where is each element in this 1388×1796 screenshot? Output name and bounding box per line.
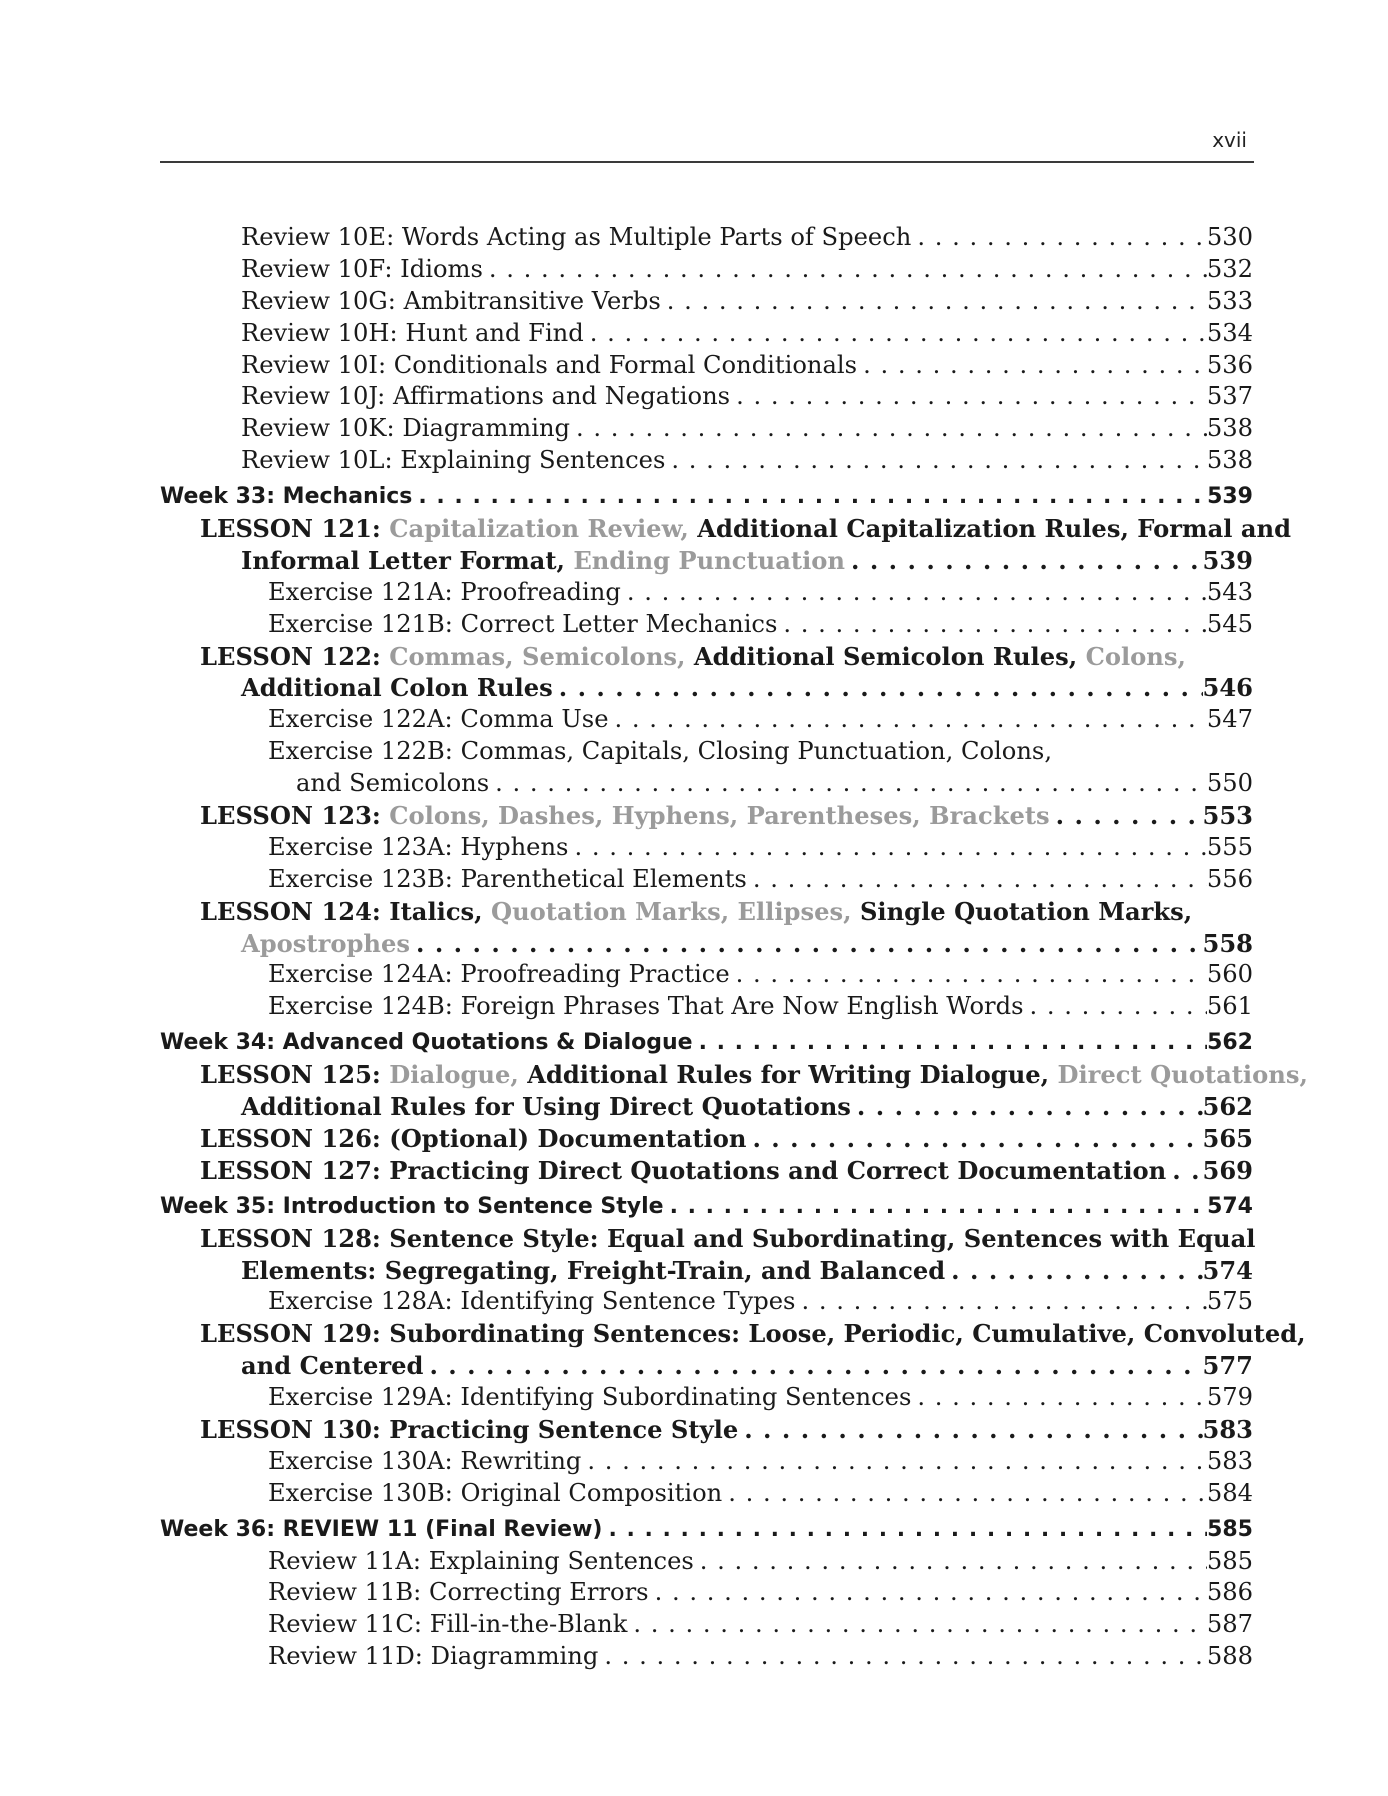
entry-page: 575 (1206, 1287, 1253, 1316)
lesson-title: LESSON 128: Sentence Style: Equal and Subordinating, Sentences with Equal (200, 1223, 1256, 1253)
toc-lesson-121-line2[interactable] (160, 545, 1253, 577)
toc-exercise-130b[interactable] (160, 1478, 1253, 1510)
entry-title: Review 10F: Idioms (241, 254, 483, 283)
entry-title: Review 11A: Explaining Sentences (268, 1546, 694, 1575)
lesson-title (200, 513, 1291, 545)
dot-leader (568, 832, 1206, 864)
dot-leader (1166, 1155, 1202, 1187)
dot-leader (665, 445, 1206, 477)
entry-title: Review 10K: Diagramming (241, 414, 570, 443)
entry-title: Exercise 130A: Rewriting (268, 1446, 582, 1475)
entry-page: 562 (1202, 1092, 1253, 1122)
dot-leader (649, 1577, 1207, 1609)
entry-title: Exercise 123B: Parenthetical Elements (268, 864, 747, 893)
toc-entry-review-10j[interactable] (160, 381, 1253, 413)
dot-leader (570, 413, 1207, 445)
week-title: Week 34: Advanced Quotations & Dialogue (160, 1030, 693, 1056)
entry-title-cont: and Semicolons (296, 769, 490, 798)
entry-title: Exercise 129A: Identifying Subordinating Sentences (268, 1383, 912, 1412)
toc-lesson-123[interactable] (160, 800, 1253, 832)
dot-leader (609, 704, 1207, 736)
toc-week-35[interactable] (160, 1191, 1253, 1223)
toc-lesson-125-line1[interactable] (160, 1059, 1308, 1091)
lesson-title-cont (241, 545, 845, 577)
new-topic: Additional Colon Rules (241, 673, 553, 703)
new-topic: Additional Capitalization Rules, Formal and (697, 514, 1292, 544)
toc-review-11a[interactable] (160, 1546, 1253, 1578)
toc-lesson-122-line1[interactable] (160, 641, 1253, 673)
toc-entry-review-10f[interactable] (160, 254, 1253, 286)
toc-lesson-124-line2[interactable] (160, 928, 1253, 960)
toc-week-36[interactable] (160, 1514, 1253, 1546)
toc-entry-review-10e[interactable] (160, 222, 1253, 254)
dot-leader (694, 1546, 1207, 1578)
dot-leader (1050, 800, 1203, 832)
entry-page: 553 (1202, 801, 1253, 831)
entry-page: 569 (1202, 1155, 1253, 1185)
review-topic: Capitalization Review, (389, 514, 698, 544)
entry-page: 586 (1206, 1578, 1253, 1607)
entry-page: 538 (1206, 446, 1253, 475)
entry-page: 574 (1207, 1193, 1253, 1219)
entry-title: Review 10E: Words Acting as Multiple Parts of Speech (241, 223, 912, 251)
entry-page: 532 (1206, 254, 1253, 283)
week-title: Week 35: Introduction to Sentence Style (160, 1193, 664, 1219)
toc-exercise-129a[interactable] (160, 1382, 1253, 1414)
entry-page: 583 (1202, 1414, 1253, 1444)
dot-leader (602, 1514, 1207, 1546)
entry-title: Exercise 124B: Foreign Phrases That Are Now English Words (268, 992, 1024, 1021)
week-title: Week 36: REVIEW 11 (Final Review) (160, 1516, 603, 1542)
entry-page: 539 (1207, 484, 1253, 510)
dot-leader (412, 481, 1207, 513)
toc-lesson-124-line1[interactable] (160, 896, 1253, 928)
entry-page: 562 (1207, 1030, 1253, 1056)
toc-review-11c[interactable] (160, 1609, 1253, 1641)
toc-entry-review-10l[interactable] (160, 445, 1253, 477)
toc-exercise-121a[interactable] (160, 577, 1253, 609)
entry-page: 537 (1206, 382, 1253, 411)
entry-title: Exercise 122B: Commas, Capitals, Closing Punctuation, Colons, (268, 737, 1053, 766)
dot-leader (857, 350, 1207, 382)
entry-page: 556 (1206, 864, 1253, 893)
review-topic: Colons, (1085, 641, 1186, 671)
dot-leader (845, 545, 1203, 577)
lesson-label: LESSON 125: (200, 1060, 390, 1090)
lesson-label: LESSON 124: Italics, (200, 896, 492, 926)
new-topic: Additional Semicolon Rules, (693, 641, 1086, 671)
page-number: xvii (1212, 128, 1247, 152)
new-topic: Informal Letter Format, (241, 545, 574, 575)
lesson-title: LESSON 129: Subordinating Sentences: Loose, Periodic, Cumulative, Convoluted, (200, 1319, 1306, 1349)
dot-leader (423, 1350, 1202, 1382)
entry-page: 534 (1206, 318, 1253, 347)
lesson-label: LESSON 123: (200, 801, 390, 831)
toc-exercise-122b-line1[interactable] (160, 736, 1253, 768)
dot-leader (581, 1446, 1206, 1478)
review-topic: Ending Punctuation (573, 545, 845, 575)
dot-leader (661, 286, 1207, 318)
lesson-title: LESSON 130: Practicing Sentence Style (200, 1414, 739, 1444)
entry-title: Exercise 128A: Identifying Sentence Types (268, 1287, 796, 1316)
toc-week-34[interactable] (160, 1027, 1253, 1059)
entry-page: 574 (1202, 1255, 1253, 1285)
entry-page: 579 (1206, 1383, 1253, 1412)
entry-page: 584 (1206, 1478, 1253, 1507)
toc-exercise-122b-line2[interactable] (160, 768, 1253, 800)
entry-page: 583 (1206, 1446, 1253, 1475)
table-of-contents (160, 222, 1308, 1673)
dot-leader (489, 768, 1207, 800)
toc-lesson-128-line2[interactable] (160, 1255, 1253, 1287)
lesson-title-cont: and Centered (241, 1351, 424, 1381)
entry-title: Review 10H: Hunt and Find (241, 318, 584, 347)
entry-page: 577 (1202, 1351, 1253, 1381)
toc-exercise-124b[interactable] (160, 991, 1253, 1023)
toc-exercise-130a[interactable] (160, 1446, 1253, 1478)
toc-lesson-129-line1[interactable] (160, 1318, 1306, 1350)
toc-lesson-125-line2[interactable] (160, 1091, 1253, 1123)
dot-leader (851, 1091, 1203, 1123)
dot-leader (945, 1255, 1202, 1287)
entry-title: Exercise 130B: Original Composition (268, 1478, 723, 1507)
entry-page: 560 (1206, 960, 1253, 989)
toc-lesson-130[interactable] (160, 1414, 1253, 1446)
lesson-title: LESSON 127: Practicing Direct Quotations and Correct Documentation (200, 1155, 1167, 1185)
toc-exercise-128a[interactable] (160, 1286, 1253, 1318)
new-topic: Additional Rules for Using Direct Quotations (241, 1092, 851, 1122)
dot-leader (1024, 991, 1207, 1023)
lesson-title (200, 641, 1186, 673)
toc-exercise-123a[interactable] (160, 832, 1253, 864)
entry-page: 543 (1206, 577, 1253, 606)
entry-title: Review 11D: Diagramming (268, 1642, 599, 1671)
entry-page: 550 (1206, 769, 1253, 798)
entry-title: Exercise 124A: Proofreading Practice (268, 960, 730, 989)
toc-lesson-126[interactable] (160, 1123, 1253, 1155)
entry-page: 585 (1206, 1546, 1253, 1575)
toc-exercise-122a[interactable] (160, 704, 1253, 736)
dot-leader (795, 1286, 1206, 1318)
entry-page: 588 (1206, 1642, 1253, 1671)
entry-page: 530 (1206, 223, 1253, 251)
lesson-label: LESSON 122: (200, 641, 390, 671)
toc-lesson-127[interactable] (160, 1155, 1253, 1187)
entry-page: 547 (1206, 705, 1253, 734)
entry-title: Review 10G: Ambitransitive Verbs (241, 286, 661, 315)
entry-title: Exercise 121A: Proofreading (268, 577, 621, 606)
lesson-title (200, 1059, 1308, 1091)
review-topic: Colons, Dashes, Hyphens, Parentheses, Brackets (389, 801, 1050, 831)
entry-page: 565 (1202, 1123, 1253, 1153)
toc-entry-review-10i[interactable] (160, 350, 1253, 382)
week-title: Week 33: Mechanics (160, 484, 413, 510)
toc-entry-review-10h[interactable] (160, 318, 1253, 350)
entry-page: 585 (1207, 1516, 1253, 1542)
toc-review-11b[interactable] (160, 1577, 1253, 1609)
entry-page: 533 (1206, 286, 1253, 315)
entry-title: Review 10L: Explaining Sentences (241, 446, 666, 475)
toc-lesson-128-line1[interactable] (160, 1223, 1256, 1255)
lesson-title-cont: Elements: Segregating, Freight-Train, and Balanced (241, 1255, 946, 1285)
dot-leader (553, 672, 1203, 704)
review-topic: Quotation Marks, Ellipses, (491, 896, 860, 926)
entry-page: 561 (1206, 992, 1253, 1021)
entry-page: 545 (1206, 609, 1253, 638)
dot-leader (730, 959, 1207, 991)
dot-leader (483, 254, 1207, 286)
header-rule (160, 161, 1254, 163)
dot-leader (693, 1027, 1207, 1059)
toc-exercise-124a[interactable] (160, 959, 1253, 991)
entry-page: 558 (1202, 928, 1253, 958)
toc-lesson-121-line1[interactable] (160, 513, 1292, 545)
entry-title: Exercise 122A: Comma Use (268, 705, 609, 734)
lesson-title: LESSON 126: (Optional) Documentation (200, 1123, 747, 1153)
new-topic: Additional Rules for Writing Dialogue, (527, 1060, 1058, 1090)
entry-page: 587 (1206, 1610, 1253, 1639)
dot-leader (746, 1123, 1202, 1155)
dot-leader (730, 381, 1207, 413)
toc-lesson-129-line2[interactable] (160, 1350, 1253, 1382)
review-topic: Direct Quotations, (1057, 1060, 1308, 1090)
dot-leader (584, 318, 1207, 350)
entry-page: 538 (1206, 414, 1253, 443)
entry-page: 539 (1202, 545, 1253, 575)
entry-title: Exercise 123A: Hyphens (268, 832, 569, 861)
entry-title: Review 11C: Fill-in-the-Blank (268, 1610, 628, 1639)
toc-entry-review-10k[interactable] (160, 413, 1253, 445)
entry-title: Review 11B: Correcting Errors (268, 1578, 649, 1607)
entry-page: 536 (1206, 350, 1253, 379)
toc-review-11d[interactable] (160, 1641, 1253, 1673)
toc-lesson-122-line2[interactable] (160, 672, 1253, 704)
dot-leader (747, 864, 1207, 896)
toc-entry-review-10g[interactable] (160, 286, 1253, 318)
lesson-label: LESSON 121: (200, 514, 390, 544)
dot-leader (911, 222, 1207, 254)
entry-title: Review 10J: Affirmations and Negations (241, 382, 731, 411)
lesson-title (200, 896, 1192, 928)
entry-title: Review 10I: Conditionals and Formal Conditionals (241, 350, 858, 379)
new-topic: Single Quotation Marks, (859, 896, 1193, 926)
dot-leader (410, 928, 1203, 960)
toc-exercise-121b[interactable] (160, 609, 1253, 641)
dot-leader (621, 577, 1207, 609)
entry-page: 555 (1206, 832, 1253, 861)
review-topic: Commas, Semicolons, (389, 641, 694, 671)
dot-leader (598, 1641, 1207, 1673)
lesson-title (200, 800, 1050, 832)
dot-leader (664, 1191, 1208, 1223)
toc-exercise-123b[interactable] (160, 864, 1253, 896)
review-topic: Apostrophes (241, 928, 410, 958)
dot-leader (911, 1382, 1206, 1414)
review-topic: Dialogue, (389, 1060, 528, 1090)
entry-title: Exercise 121B: Correct Letter Mechanics (268, 609, 778, 638)
dot-leader (777, 609, 1206, 641)
entry-page: 546 (1202, 673, 1253, 703)
dot-leader (738, 1414, 1202, 1446)
dot-leader (627, 1609, 1206, 1641)
toc-week-33[interactable] (160, 481, 1253, 513)
dot-leader (722, 1478, 1207, 1510)
